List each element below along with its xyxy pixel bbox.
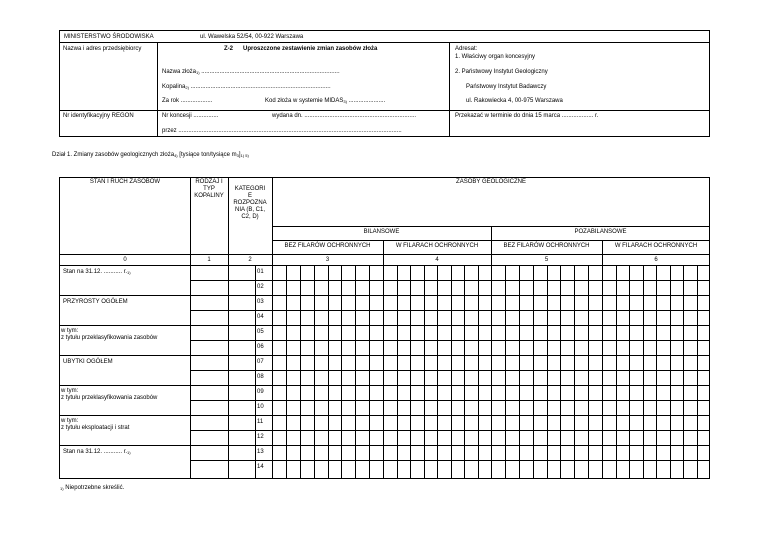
row-label [63,269,131,276]
balance-in-pillars: W FILARACH OCHRONNYCH [395,243,479,249]
offbalance-without-pillars: BEZ FILARÓW OCHRONNYCH [503,243,590,249]
midas-dots: ...................... [348,98,386,104]
offbalance-in-pillars: W FILARACH OCHRONNYCH [614,243,698,249]
row-number: 11 [257,419,264,425]
section-close: ] [238,152,241,158]
issued-label: wydana dn. [272,113,303,119]
col-number-4: 4 [435,257,439,263]
row-label-text: w tym: [61,388,79,394]
midas-field [265,98,385,105]
addressee-line-1: 1. Właściwy organ koncesyjny [455,54,536,60]
section-sup-2: 3 [236,153,239,158]
ministry-name: MINISTERSTWO ŚRODOWISKA [64,34,154,40]
row-number: 12 [257,434,264,440]
mineral-sup: 2) [185,85,189,90]
row-label-text: Stan na 31.12. ........... r. [63,449,128,455]
col-number-1: 1 [207,257,211,263]
row-number: 03 [257,299,264,305]
table-row [59,400,710,415]
table-row [59,280,710,295]
row-label [63,449,131,456]
row-label-text: w tym: [61,328,79,334]
table-row [59,295,710,310]
issued-field [272,113,416,120]
section-title [52,152,249,159]
row-label [63,299,128,306]
table-row [59,310,710,325]
col-type-line-2: TYP [203,186,215,192]
issued-dots: ................................................................... [304,113,417,119]
year-label: Za rok [162,98,180,104]
section-title-text: Dział 1. Zmiany zasobów geologicznych złoża [52,152,175,158]
by-field [162,128,402,135]
section-units: [tysiące ton/tysiące m [177,152,237,158]
header-split-numbers [59,254,710,255]
deposit-name-label: Nazwa złoża [162,69,197,75]
balance-header: BILANSOWE [363,229,400,235]
off-balance-header: POZABILANSOWE [574,229,627,235]
deadline-dots: ................... r. [561,113,599,119]
col-number-3: 3 [325,257,330,263]
balance-without-pillars: BEZ FILARÓW OCHRONNYCH [284,243,371,249]
col-type-line-1: RODZAJ I [195,179,223,185]
midas-sup: 3) [343,99,347,104]
footnote [60,485,124,492]
row-label-text: UBYTKI OGÓŁEM [63,359,113,365]
row-number: 02 [257,284,264,290]
table-row [59,460,710,475]
deadline-label: Przekazać w terminie do dnia 15 marca [455,113,561,119]
regon-label: Nr identyfikacyjny REGON [63,113,134,119]
row-label-sup: 1) [127,270,131,275]
table-row [59,385,710,400]
col-number-2: 2 [248,257,252,263]
row-label-sup: 1) [127,450,131,455]
header-vline-left [157,42,158,137]
by-dots: ...................................................................................................................................... [178,128,402,134]
geo-resources-header: ZASOBY GEOLOGICZNE [456,179,526,185]
table-row [59,340,710,355]
row-label-detail: z tytułu eksploatacji i strat [61,425,130,431]
col-type-header [190,179,228,200]
form-code: Z-2 [224,46,233,52]
concession-field [162,113,218,120]
header-vline-right [449,42,450,137]
table-row [59,370,710,385]
form-title: Uproszczone zestawienie zmian zasobów złoża [243,46,378,52]
concession-dots: ............... [193,113,219,119]
concession-label: Nr koncesji [162,113,192,119]
footnote-sup: 1) [60,486,64,491]
col-cat-line-1: KATEGORI [234,186,266,192]
col-cat-line-5: C2, D) [241,214,259,220]
col-category-header [228,186,272,221]
year-field [162,98,212,105]
row-number: 14 [257,464,264,470]
table-row [59,325,710,340]
addressee-line-2: 2. Państwowy Instytut Geologiczny [455,69,548,75]
row-number: 01 [257,269,264,275]
col-type-line-3: KOPALINY [194,193,224,199]
row-number: 09 [257,389,264,395]
deposit-name-field [162,69,340,76]
deposit-name-sup: 1) [196,70,200,75]
col-state-header: STAN I RUCH ZASOBÓW [89,179,161,185]
row-number: 10 [257,404,264,410]
row-number: 04 [257,314,264,320]
addressee-line-4: ul. Rakowiecka 4, 00-975 Warszawa [466,98,563,104]
col-number-6: 6 [654,257,658,263]
row-number: 13 [257,449,264,455]
row-label-text: Stan na 31.12. ........... r. [63,269,128,275]
row-number: 08 [257,374,264,380]
row-label-text: PRZYROSTY OGÓŁEM [63,299,128,305]
section-sup-3: 1) 5) [240,153,249,158]
ministry-address: ul. Wawelska 52/54, 00-922 Warszawa [200,34,304,40]
row-label-text: w tym: [61,418,79,424]
section-sup-1: 4) [174,153,178,158]
addressee-title: Adresat: [455,46,478,52]
row-number: 05 [257,329,264,335]
table-row [59,355,710,370]
col-number-0: 0 [123,257,127,263]
table-row [59,445,710,460]
col-cat-line-4: NIA (B, C1, [234,207,265,213]
row-label-detail: z tytułu przeklasyfikowania zasobów [61,395,158,401]
table-row [59,415,710,430]
row-number: 07 [257,359,264,365]
table-row [59,430,710,445]
mineral-dots: .................................................................................... [190,84,331,90]
addressee-line-3: Państwowy Instytut Badawczy [466,84,547,90]
row-number: 06 [257,344,264,350]
table-row [59,265,710,280]
midas-label: Kod złoża w systemie MIDAS [265,98,344,104]
row-label-detail: z tytułu przeklasyfikowania zasobów [61,335,158,341]
col-cat-line-3: ROZPOZNA [233,200,267,206]
col-number-5: 5 [544,257,549,263]
mineral-label: Kopalina [162,84,186,90]
deadline-field [455,113,598,120]
enterprise-label: Nazwa i adres przedsiębiorcy [63,46,142,52]
year-dots: ................... [180,98,213,104]
mineral-field [162,84,331,91]
col-cat-line-2: E [247,193,252,199]
row-label [63,359,113,366]
by-label: przez [162,128,177,134]
deposit-name-dots: ................................................................................... [201,69,340,75]
footnote-text: Niepotrzebne skreślić. [65,485,125,491]
